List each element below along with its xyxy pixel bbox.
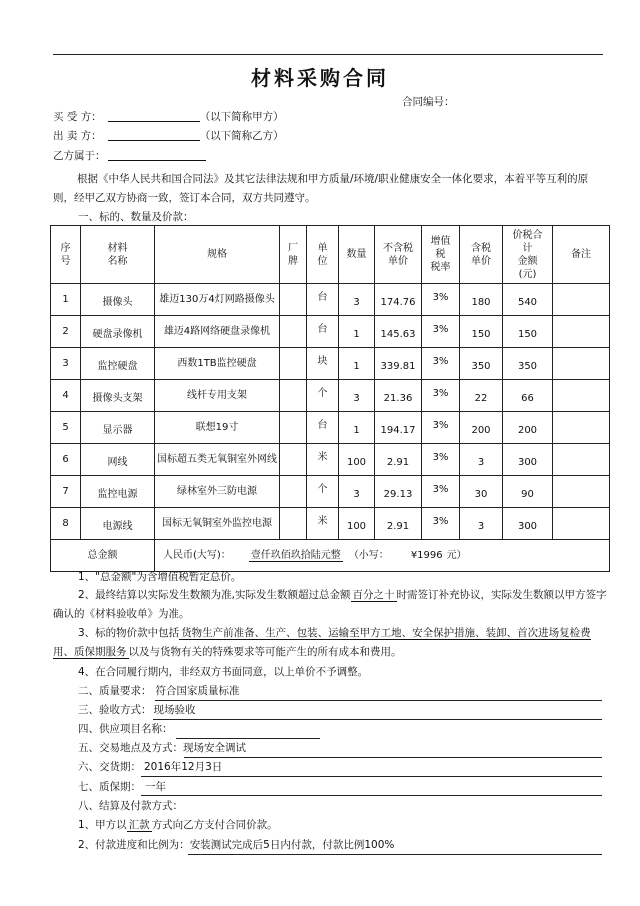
cell-total: 350	[503, 348, 553, 380]
cell-qty: 100	[339, 444, 375, 476]
col-price-in-header: 含税 单价	[460, 226, 503, 284]
cell-tax: 3%	[422, 508, 460, 540]
cell-note	[553, 412, 610, 444]
total-small-unit: 元）	[446, 550, 467, 561]
settle-2: 2、付款进度和比例为：安装测试完成后5日内付款，付款比例100%	[78, 839, 395, 851]
cell-note	[553, 348, 610, 380]
cell-name: 硬盘录像机	[81, 316, 155, 348]
col-note-header: 备注	[553, 226, 610, 284]
cell-qty: 1	[339, 348, 375, 380]
delivery-underline	[141, 776, 602, 777]
col-spec-header: 规格	[155, 226, 280, 284]
cell-no: 1	[51, 284, 81, 316]
total-amount	[155, 540, 610, 572]
document-title: 材料采购合同	[251, 66, 389, 90]
cell-name: 显示器	[81, 412, 155, 444]
cell-price-ex: 2.91	[375, 508, 422, 540]
cell-tax: 3%	[422, 444, 460, 476]
cell-price-in: 350	[460, 348, 503, 380]
cell-no: 8	[51, 508, 81, 540]
col-unit-header: 单 位	[307, 226, 339, 284]
term-2: 2、最终结算以实际发生数额为准,实际发生数额超过总金额 百分之十 时需签订补充协议，实际发生数额以甲方签字确认的《材料验收单》为准。	[53, 589, 607, 620]
col-tax-header: 增值 税 税率	[422, 226, 460, 284]
cell-no: 7	[51, 476, 81, 508]
belongs-line	[53, 148, 206, 163]
seller-line	[53, 128, 284, 143]
buyer-field[interactable]	[108, 109, 200, 122]
warranty-value[interactable]: 一年	[145, 781, 166, 793]
cell-price-in: 180	[460, 284, 503, 316]
cell-tax: 3%	[422, 476, 460, 508]
warranty-underline	[141, 795, 602, 796]
cell-spec: 国标无氧铜室外监控电源	[155, 508, 280, 540]
accept-underline	[153, 719, 602, 720]
settle-2-fill[interactable]: 安装测试完成后5日内付款，付款比例100%	[189, 839, 395, 851]
cell-price-ex: 339.81	[375, 348, 422, 380]
cell-price-ex: 194.17	[375, 412, 422, 444]
cell-total: 200	[503, 412, 553, 444]
quality-value[interactable]: 符合国家质量标准	[155, 685, 240, 697]
cell-name: 网线	[81, 444, 155, 476]
col-price-ex-header: 不含税 单价	[375, 226, 422, 284]
cell-brand	[280, 316, 307, 348]
quality-line	[78, 683, 240, 698]
cell-brand	[280, 412, 307, 444]
cell-name: 电源线	[81, 508, 155, 540]
cell-brand	[280, 444, 307, 476]
cell-unit: 个	[307, 380, 339, 412]
place-label: 五、交易地点及方式：	[78, 742, 183, 754]
table-header-row	[51, 226, 610, 284]
buyer-note: （以下简称甲方）	[199, 111, 284, 123]
seller-label: 出 卖 方：	[53, 130, 102, 142]
cell-spec: 西数1TB监控硬盘	[155, 348, 280, 380]
cell-price-ex: 29.13	[375, 476, 422, 508]
warranty-line	[78, 779, 166, 794]
cell-note	[553, 284, 610, 316]
cell-brand	[280, 380, 307, 412]
quality-label: 二、质量要求：	[78, 685, 152, 697]
cell-name: 摄像头	[81, 284, 155, 316]
cell-spec: 联想19寸	[155, 412, 280, 444]
cell-price-ex: 145.63	[375, 316, 422, 348]
accept-value[interactable]: 现场验收	[153, 704, 196, 716]
cell-tax: 3%	[422, 316, 460, 348]
belongs-field[interactable]	[108, 148, 206, 161]
supply-label: 四、供应项目名称：	[78, 723, 173, 735]
cell-note	[553, 316, 610, 348]
settle-1-fill[interactable]: 汇款	[128, 819, 150, 831]
cell-price-ex: 174.76	[375, 284, 422, 316]
cell-no: 3	[51, 348, 81, 380]
cell-total: 300	[503, 444, 553, 476]
belongs-label: 乙方属于：	[53, 150, 106, 162]
settle-heading: 八、结算及付款方式：	[78, 800, 183, 812]
total-rmb-label: 人民币(大写)：	[163, 550, 231, 561]
place-line	[78, 740, 246, 755]
table-row	[51, 444, 610, 476]
col-name-header: 材料 名称	[81, 226, 155, 284]
section-1-heading: 一、标的、数量及价款：	[78, 211, 194, 223]
cell-brand	[280, 284, 307, 316]
cell-price-in: 200	[460, 412, 503, 444]
total-label: 总金额	[51, 540, 155, 572]
cell-note	[553, 476, 610, 508]
accept-line	[78, 702, 196, 717]
cell-price-in: 22	[460, 380, 503, 412]
col-total-header: 价税合 计 金额 (元)	[503, 226, 553, 284]
term-4: 4、在合同履行期内，非经双方书面同意，以上单价不予调整。	[78, 666, 369, 678]
cell-brand	[280, 476, 307, 508]
cell-qty: 3	[339, 284, 375, 316]
cell-note	[553, 380, 610, 412]
col-brand-header: 厂 牌	[280, 226, 307, 284]
items-table	[50, 225, 610, 572]
contract-number-label: 合同编号：	[402, 96, 455, 108]
cell-unit: 块	[307, 348, 339, 380]
cell-qty: 1	[339, 412, 375, 444]
settle-2-underline	[188, 854, 602, 855]
col-no-header: 序 号	[51, 226, 81, 284]
cell-unit: 米	[307, 508, 339, 540]
term-1: 1、"总金额"为含增值税暂定总价。	[78, 571, 242, 583]
cell-no: 2	[51, 316, 81, 348]
place-value[interactable]: 现场安全调试	[183, 742, 246, 754]
cell-tax: 3%	[422, 412, 460, 444]
supply-underline[interactable]	[176, 738, 320, 739]
cell-total: 66	[503, 380, 553, 412]
supply-line	[78, 721, 173, 736]
cell-unit: 台	[307, 284, 339, 316]
total-row	[51, 540, 610, 572]
cell-no: 5	[51, 412, 81, 444]
total-small-value[interactable]: ¥1996	[410, 550, 443, 561]
cell-price-in: 30	[460, 476, 503, 508]
cell-name: 监控硬盘	[81, 348, 155, 380]
cell-price-in: 3	[460, 444, 503, 476]
delivery-value[interactable]: 2016年12月3日	[144, 761, 223, 773]
table-row	[51, 412, 610, 444]
total-rmb-value[interactable]: 壹仟玖佰玖拾陆元整	[250, 550, 341, 561]
term-3-fill[interactable]: 货物生产前准备、生产、包装、运输至甲方工地、安全保护措施、装卸、首次进场复检费用、质保期服务	[53, 627, 591, 658]
cell-total: 150	[503, 316, 553, 348]
table-row	[51, 284, 610, 316]
cell-qty: 100	[339, 508, 375, 540]
cell-tax: 3%	[422, 380, 460, 412]
col-qty-header: 数量	[339, 226, 375, 284]
cell-name: 监控电源	[81, 476, 155, 508]
seller-note: （以下简称乙方）	[199, 130, 284, 142]
delivery-line	[78, 759, 222, 774]
buyer-label: 买 受 方：	[53, 111, 102, 123]
warranty-label: 七、质保期：	[78, 781, 141, 793]
intro-paragraph	[53, 170, 609, 208]
cell-unit: 米	[307, 444, 339, 476]
cell-qty: 3	[339, 476, 375, 508]
cell-unit: 台	[307, 412, 339, 444]
cell-brand	[280, 348, 307, 380]
seller-field[interactable]	[108, 128, 200, 141]
cell-spec: 雄迈130万4灯网路摄像头	[155, 284, 280, 316]
cell-brand	[280, 508, 307, 540]
buyer-line	[53, 109, 284, 124]
cell-price-ex: 21.36	[375, 380, 422, 412]
cell-qty: 3	[339, 380, 375, 412]
cell-spec: 国标超五类无氧铜室外网线	[155, 444, 280, 476]
cell-name: 摄像头支架	[81, 380, 155, 412]
cell-note	[553, 444, 610, 476]
cell-unit: 个	[307, 476, 339, 508]
cell-total: 300	[503, 508, 553, 540]
delivery-label: 六、交货期：	[78, 761, 141, 773]
accept-label: 三、验收方式：	[78, 704, 152, 716]
intro-text: 根据《中华人民共和国合同法》及其它法律法规和甲方质量/环境/职业健康安全一体化要求，本着平等互利的原则，经甲乙双方协商一致，签订本合同，双方共同遵守。	[53, 173, 589, 204]
cell-price-in: 150	[460, 316, 503, 348]
cell-qty: 1	[339, 316, 375, 348]
cell-total: 540	[503, 284, 553, 316]
total-small-label: （小写：	[348, 550, 389, 561]
term-3: 3、标的物价款中包括 货物生产前准备、生产、包装、运输至甲方工地、安全保护措施、装卸、首次进场复检费用、质保期服务 以及与货物有关的特殊要求等可能产生的所有成本和费用。	[53, 627, 591, 658]
table-row	[51, 380, 610, 412]
table-row	[51, 508, 610, 540]
place-underline	[184, 757, 602, 758]
table-row	[51, 348, 610, 380]
term-2-fill[interactable]: 百分之十	[352, 589, 395, 601]
quality-underline	[155, 700, 602, 701]
settle-1: 1、甲方以 汇款 方式向乙方支付合同价款。	[78, 819, 278, 831]
table-row	[51, 476, 610, 508]
table-row	[51, 316, 610, 348]
cell-spec: 雄迈4路网络硬盘录像机	[155, 316, 280, 348]
cell-spec: 线杆专用支架	[155, 380, 280, 412]
cell-price-ex: 2.91	[375, 444, 422, 476]
cell-total: 90	[503, 476, 553, 508]
cell-spec: 绿林室外三防电源	[155, 476, 280, 508]
cell-note	[553, 508, 610, 540]
cell-tax: 3%	[422, 284, 460, 316]
cell-unit: 台	[307, 316, 339, 348]
cell-no: 4	[51, 380, 81, 412]
cell-tax: 3%	[422, 348, 460, 380]
top-rule	[53, 54, 603, 55]
cell-price-in: 3	[460, 508, 503, 540]
cell-no: 6	[51, 444, 81, 476]
